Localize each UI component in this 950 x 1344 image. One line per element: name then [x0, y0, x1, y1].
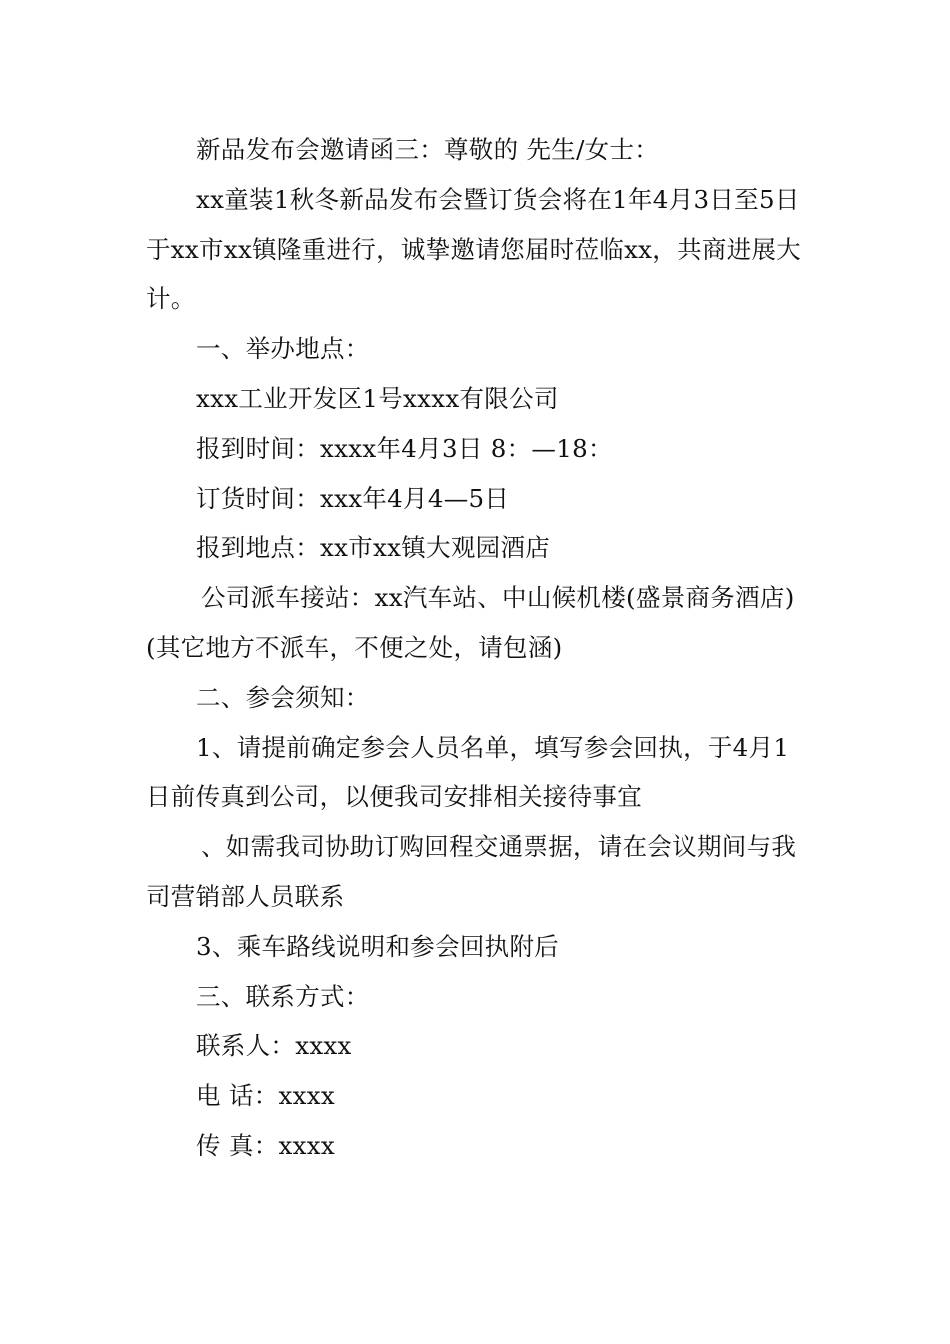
section-heading-contact: 三、联系方式：: [196, 981, 370, 1011]
shuttle-service-paragraph: 公司派车接站：xx汽车站、中山候机楼(盛景商务酒店)(其它地方不派车，不便之处，请包涵): [146, 583, 795, 662]
check-in-location: 报到地点：xx市xx镇大观园酒店: [196, 533, 551, 563]
notice-item-3: 3、乘车路线说明和参会回执附后: [196, 931, 560, 961]
ordering-time: 订货时间：xxx年4月4—5日: [196, 483, 510, 513]
venue-address: xxx工业开发区1号xxxx有限公司: [196, 383, 559, 413]
section-heading-notice: 二、参会须知：: [196, 682, 370, 712]
contact-person: 联系人：xxxx: [196, 1031, 352, 1061]
invitation-title-line: 新品发布会邀请函三：尊敬的 先生/女士：: [196, 135, 660, 164]
notice-item-2: 、如需我司协助订购回程交通票据，请在会议期间与我司营销部人员联系: [146, 832, 797, 911]
document-body: [146, 125, 808, 1171]
contact-fax: 传 真：xxxx: [196, 1130, 335, 1160]
notice-item-1: 1、请提前确定参会人员名单，填写参会回执，于4月1日前传真到公司，以便我司安排相关接待事宜: [146, 732, 790, 812]
invitation-intro-paragraph: xx童装1秋冬新品发布会暨订货会将在1年4月3日至5日于xx市xx镇隆重进行，诚挚邀请您届时莅临xx，共商进展大计。: [146, 184, 802, 314]
contact-phone: 电 话：xxxx: [196, 1081, 335, 1111]
section-heading-venue: 一、举办地点：: [196, 334, 370, 364]
check-in-time: 报到时间：xxxx年4月3日 8：—18：: [196, 433, 613, 463]
